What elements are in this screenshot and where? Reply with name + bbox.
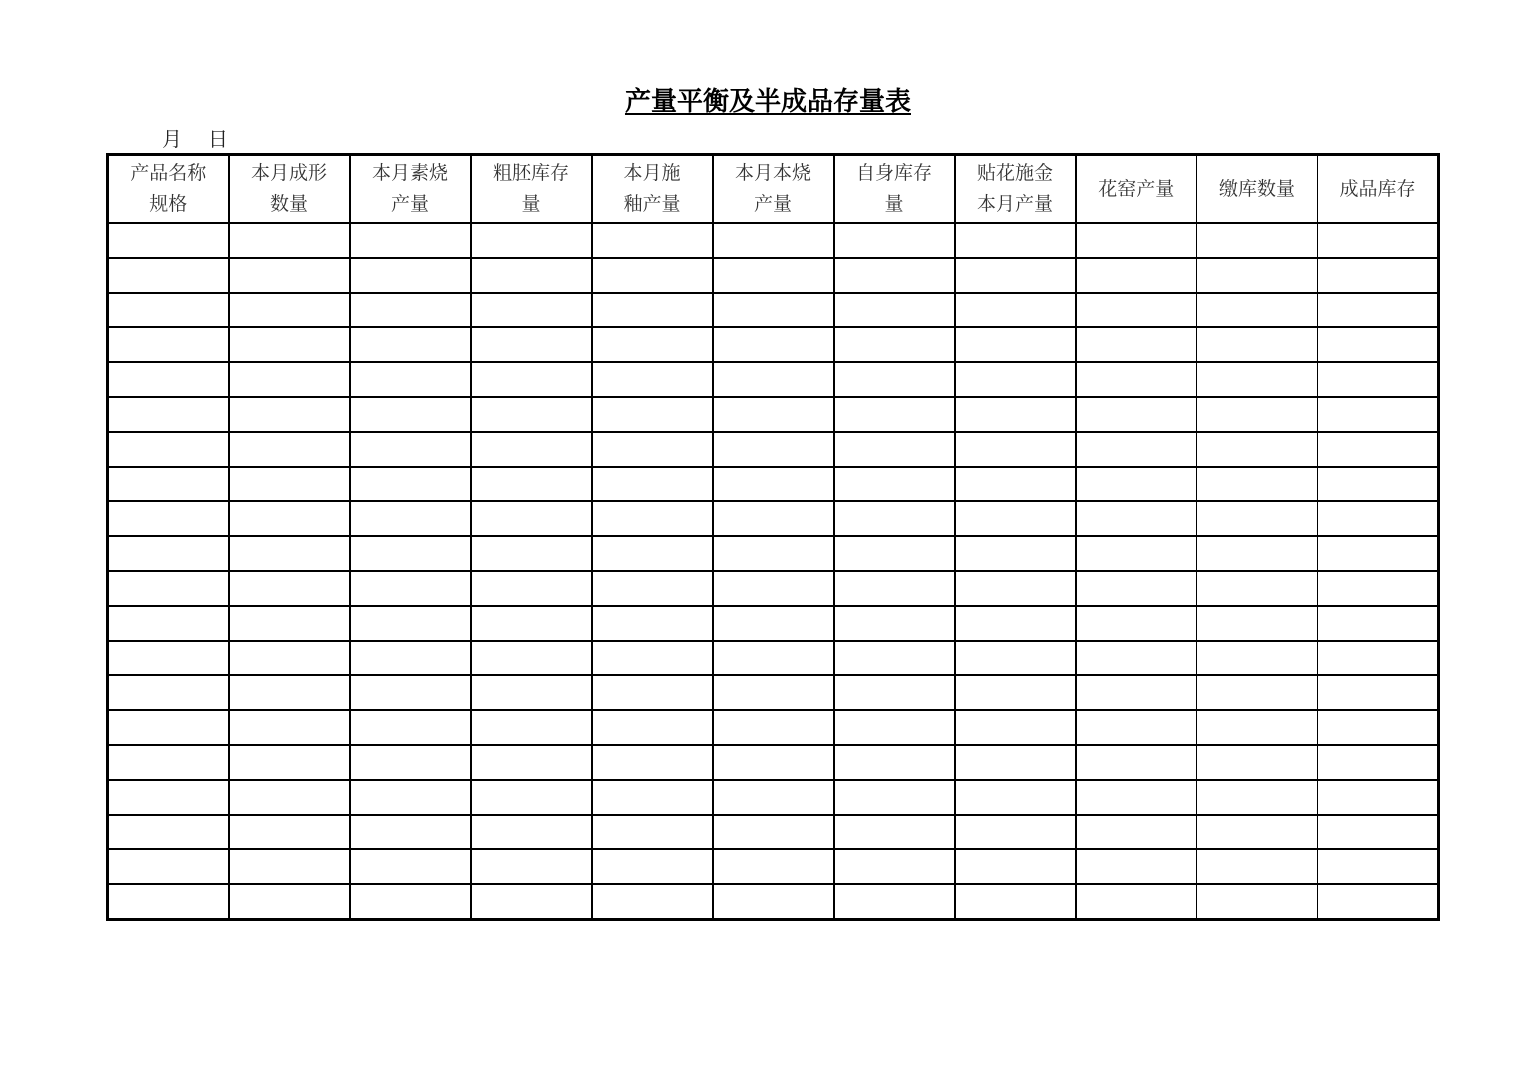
table-cell[interactable]	[955, 780, 1076, 815]
table-cell[interactable]	[834, 780, 955, 815]
table-cell[interactable]	[471, 293, 592, 328]
table-cell[interactable]	[108, 327, 229, 362]
table-cell[interactable]	[713, 432, 834, 467]
table-cell[interactable]	[955, 327, 1076, 362]
table-cell[interactable]	[471, 501, 592, 536]
table-cell[interactable]	[108, 536, 229, 571]
table-cell[interactable]	[592, 606, 713, 641]
table-cell[interactable]	[1318, 780, 1439, 815]
table-cell[interactable]	[1197, 467, 1318, 502]
table-cell[interactable]	[350, 501, 471, 536]
table-cell[interactable]	[592, 849, 713, 884]
table-cell[interactable]	[229, 536, 350, 571]
table-row	[108, 467, 1439, 502]
table-cell[interactable]	[1076, 397, 1197, 432]
table-cell[interactable]	[713, 258, 834, 293]
table-cell[interactable]	[350, 641, 471, 676]
header-decoration-kiln-output: 花窑产量	[1076, 155, 1197, 224]
date-line	[162, 126, 228, 152]
table-cell[interactable]	[1076, 675, 1197, 710]
table-cell[interactable]	[1076, 467, 1197, 502]
table-cell[interactable]	[350, 467, 471, 502]
table-cell[interactable]	[834, 432, 955, 467]
table-cell[interactable]	[1197, 223, 1318, 258]
table-cell[interactable]	[108, 258, 229, 293]
table-row	[108, 327, 1439, 362]
table-cell[interactable]	[592, 293, 713, 328]
table-cell[interactable]	[108, 362, 229, 397]
table-cell[interactable]	[471, 815, 592, 850]
table-cell[interactable]	[713, 606, 834, 641]
table-cell[interactable]	[713, 223, 834, 258]
table-cell[interactable]	[713, 536, 834, 571]
table-cell[interactable]	[471, 362, 592, 397]
table-cell[interactable]	[1318, 745, 1439, 780]
table-cell[interactable]	[713, 467, 834, 502]
table-cell[interactable]	[108, 884, 229, 919]
table-cell[interactable]	[592, 258, 713, 293]
header-warehoused-qty: 缴库数量	[1197, 155, 1318, 224]
table-row	[108, 606, 1439, 641]
table-row	[108, 849, 1439, 884]
table-row	[108, 397, 1439, 432]
table-cell[interactable]	[1318, 467, 1439, 502]
table-cell[interactable]	[592, 223, 713, 258]
table-cell[interactable]	[350, 258, 471, 293]
table-cell[interactable]	[955, 223, 1076, 258]
table-cell[interactable]	[1318, 641, 1439, 676]
table-cell[interactable]	[1076, 571, 1197, 606]
table-cell[interactable]	[713, 675, 834, 710]
table-cell[interactable]	[713, 849, 834, 884]
table-cell[interactable]	[834, 362, 955, 397]
table-cell[interactable]	[108, 675, 229, 710]
table-cell[interactable]	[229, 571, 350, 606]
table-cell[interactable]	[108, 467, 229, 502]
table-row	[108, 536, 1439, 571]
table-cell[interactable]	[229, 710, 350, 745]
header-monthly-glazing-output: 本月施 釉产量	[592, 155, 713, 224]
table-cell[interactable]	[834, 501, 955, 536]
table-cell[interactable]	[471, 397, 592, 432]
document-title-text: 产量平衡及半成品存量表	[624, 87, 911, 117]
table-cell[interactable]	[1318, 397, 1439, 432]
table-cell[interactable]	[955, 467, 1076, 502]
table-cell[interactable]	[229, 223, 350, 258]
table-cell[interactable]	[350, 710, 471, 745]
header-monthly-glost-output: 本月本烧 产量	[713, 155, 834, 224]
table-cell[interactable]	[229, 849, 350, 884]
table-cell[interactable]	[471, 780, 592, 815]
table-cell[interactable]	[713, 571, 834, 606]
table-cell[interactable]	[350, 293, 471, 328]
table-cell[interactable]	[955, 675, 1076, 710]
table-cell[interactable]	[229, 432, 350, 467]
table-cell[interactable]	[1197, 884, 1318, 919]
table-cell[interactable]	[592, 710, 713, 745]
table-cell[interactable]	[350, 432, 471, 467]
table-cell[interactable]	[592, 432, 713, 467]
table-cell[interactable]	[592, 675, 713, 710]
table-cell[interactable]	[471, 223, 592, 258]
table-cell[interactable]	[1197, 362, 1318, 397]
table-cell[interactable]	[1197, 327, 1318, 362]
table-cell[interactable]	[1318, 606, 1439, 641]
table-cell[interactable]	[1197, 745, 1318, 780]
table-cell[interactable]	[350, 606, 471, 641]
table-cell[interactable]	[471, 327, 592, 362]
table-cell[interactable]	[229, 293, 350, 328]
table-cell[interactable]	[229, 780, 350, 815]
table-cell[interactable]	[1076, 815, 1197, 850]
table-cell[interactable]	[350, 675, 471, 710]
table-cell[interactable]	[955, 571, 1076, 606]
table-cell[interactable]	[955, 815, 1076, 850]
table-cell[interactable]	[1197, 293, 1318, 328]
table-cell[interactable]	[471, 675, 592, 710]
table-cell[interactable]	[350, 745, 471, 780]
table-cell[interactable]	[834, 397, 955, 432]
table-cell[interactable]	[1076, 745, 1197, 780]
table-cell[interactable]	[1318, 432, 1439, 467]
document-title	[0, 84, 1536, 120]
table-cell[interactable]	[592, 397, 713, 432]
table-cell[interactable]	[108, 815, 229, 850]
table-cell[interactable]	[229, 467, 350, 502]
table-cell[interactable]	[592, 467, 713, 502]
table-cell[interactable]	[108, 293, 229, 328]
table-row	[108, 432, 1439, 467]
table-cell[interactable]	[955, 432, 1076, 467]
table-cell[interactable]	[592, 536, 713, 571]
table-cell[interactable]	[1318, 327, 1439, 362]
table-cell[interactable]	[108, 397, 229, 432]
table-cell[interactable]	[592, 815, 713, 850]
table-cell[interactable]	[1076, 327, 1197, 362]
table-row	[108, 258, 1439, 293]
table-cell[interactable]	[713, 780, 834, 815]
table-cell[interactable]	[834, 606, 955, 641]
table-cell[interactable]	[955, 884, 1076, 919]
table-cell[interactable]	[229, 641, 350, 676]
table-row	[108, 641, 1439, 676]
table-cell[interactable]	[229, 362, 350, 397]
table-cell[interactable]	[1197, 571, 1318, 606]
table-cell[interactable]	[1076, 223, 1197, 258]
table-cell[interactable]	[955, 397, 1076, 432]
table-cell[interactable]	[1318, 849, 1439, 884]
table-cell[interactable]	[1076, 710, 1197, 745]
production-balance-table	[106, 153, 1440, 921]
table-cell[interactable]	[229, 675, 350, 710]
table-cell[interactable]	[955, 641, 1076, 676]
table-cell[interactable]	[1197, 641, 1318, 676]
table-cell[interactable]	[1076, 780, 1197, 815]
table-cell[interactable]	[592, 780, 713, 815]
table-cell[interactable]	[1197, 536, 1318, 571]
table-cell[interactable]	[955, 606, 1076, 641]
table-cell[interactable]	[108, 606, 229, 641]
table-cell[interactable]	[108, 849, 229, 884]
table-cell[interactable]	[350, 397, 471, 432]
table-cell[interactable]	[1197, 710, 1318, 745]
table-cell[interactable]	[713, 362, 834, 397]
header-greenware-stock: 粗胚库存 量	[471, 155, 592, 224]
table-cell[interactable]	[229, 884, 350, 919]
table-cell[interactable]	[350, 884, 471, 919]
table-cell[interactable]	[108, 780, 229, 815]
table-cell[interactable]	[1076, 884, 1197, 919]
table-cell[interactable]	[834, 467, 955, 502]
table-cell[interactable]	[1076, 258, 1197, 293]
table-cell[interactable]	[1318, 362, 1439, 397]
table-row	[108, 501, 1439, 536]
table-cell[interactable]	[592, 501, 713, 536]
header-decal-gilding-output: 贴花施金 本月产量	[955, 155, 1076, 224]
table-cell[interactable]	[713, 745, 834, 780]
table-cell[interactable]	[592, 571, 713, 606]
table-cell[interactable]	[471, 745, 592, 780]
table-cell[interactable]	[713, 501, 834, 536]
header-monthly-forming-qty: 本月成形 数量	[229, 155, 350, 224]
table-cell[interactable]	[1076, 606, 1197, 641]
table-row	[108, 293, 1439, 328]
table-cell[interactable]	[955, 536, 1076, 571]
table-cell[interactable]	[1197, 258, 1318, 293]
table-cell[interactable]	[108, 432, 229, 467]
table-cell[interactable]	[1076, 641, 1197, 676]
table-cell[interactable]	[350, 362, 471, 397]
table-row	[108, 362, 1439, 397]
table-cell[interactable]	[834, 849, 955, 884]
table-cell[interactable]	[471, 258, 592, 293]
table-cell[interactable]	[1197, 432, 1318, 467]
table-cell[interactable]	[471, 536, 592, 571]
table-cell[interactable]	[834, 675, 955, 710]
table-cell[interactable]	[471, 606, 592, 641]
table-cell[interactable]	[229, 501, 350, 536]
table-cell[interactable]	[1076, 849, 1197, 884]
table-cell[interactable]	[229, 327, 350, 362]
month-label: 月	[162, 127, 182, 151]
table-cell[interactable]	[834, 223, 955, 258]
table-cell[interactable]	[834, 536, 955, 571]
table-cell[interactable]	[834, 258, 955, 293]
table-cell[interactable]	[108, 501, 229, 536]
table-cell[interactable]	[229, 606, 350, 641]
table-cell[interactable]	[1318, 710, 1439, 745]
table-cell[interactable]	[350, 780, 471, 815]
table-cell[interactable]	[1318, 258, 1439, 293]
table-row	[108, 884, 1439, 919]
table-cell[interactable]	[1318, 536, 1439, 571]
table-cell[interactable]	[1076, 293, 1197, 328]
table-cell[interactable]	[713, 327, 834, 362]
table-cell[interactable]	[1197, 397, 1318, 432]
table-row	[108, 745, 1439, 780]
table-cell[interactable]	[1076, 501, 1197, 536]
table-cell[interactable]	[834, 710, 955, 745]
table-cell[interactable]	[229, 397, 350, 432]
table-row	[108, 710, 1439, 745]
table-row	[108, 223, 1439, 258]
day-label: 日	[208, 127, 228, 151]
table-cell[interactable]	[350, 849, 471, 884]
table-row	[108, 675, 1439, 710]
table-cell[interactable]	[1197, 606, 1318, 641]
table-cell[interactable]	[108, 571, 229, 606]
table-cell[interactable]	[350, 815, 471, 850]
table-cell[interactable]	[108, 641, 229, 676]
table-cell[interactable]	[955, 745, 1076, 780]
table-cell[interactable]	[229, 745, 350, 780]
table-cell[interactable]	[1197, 501, 1318, 536]
table-cell[interactable]	[592, 884, 713, 919]
table-cell[interactable]	[834, 293, 955, 328]
table-cell[interactable]	[471, 849, 592, 884]
table-row	[108, 780, 1439, 815]
table-cell[interactable]	[834, 641, 955, 676]
table-cell[interactable]	[471, 432, 592, 467]
table-cell[interactable]	[108, 223, 229, 258]
table-cell[interactable]	[471, 884, 592, 919]
table-cell[interactable]	[955, 710, 1076, 745]
table-cell[interactable]	[955, 501, 1076, 536]
table-cell[interactable]	[471, 641, 592, 676]
table-cell[interactable]	[1076, 536, 1197, 571]
table-cell[interactable]	[592, 641, 713, 676]
table-cell[interactable]	[713, 815, 834, 850]
table-cell[interactable]	[1197, 849, 1318, 884]
table-cell[interactable]	[229, 258, 350, 293]
table-cell[interactable]	[1318, 815, 1439, 850]
header-finished-stock: 成品库存	[1318, 155, 1439, 224]
table-cell[interactable]	[1318, 571, 1439, 606]
table-body	[108, 223, 1439, 919]
table-cell[interactable]	[1076, 432, 1197, 467]
table-cell[interactable]	[471, 467, 592, 502]
table-cell[interactable]	[1318, 884, 1439, 919]
table-cell[interactable]	[834, 815, 955, 850]
table-cell[interactable]	[834, 884, 955, 919]
header-monthly-bisque-output: 本月素烧 产量	[350, 155, 471, 224]
table-cell[interactable]	[955, 293, 1076, 328]
table-cell[interactable]	[713, 710, 834, 745]
table-row	[108, 571, 1439, 606]
table-cell[interactable]	[713, 884, 834, 919]
header-product-name-spec: 产品名称 规格	[108, 155, 229, 224]
table-cell[interactable]	[834, 571, 955, 606]
table-header-row	[108, 155, 1439, 224]
table-cell[interactable]	[350, 571, 471, 606]
table-cell[interactable]	[592, 327, 713, 362]
header-own-stock: 自身库存 量	[834, 155, 955, 224]
table-cell[interactable]	[955, 849, 1076, 884]
table-cell[interactable]	[834, 327, 955, 362]
table-cell[interactable]	[108, 710, 229, 745]
table-cell[interactable]	[713, 641, 834, 676]
table-cell[interactable]	[955, 362, 1076, 397]
table-cell[interactable]	[834, 745, 955, 780]
table-cell[interactable]	[592, 745, 713, 780]
table-cell[interactable]	[350, 223, 471, 258]
table-cell[interactable]	[592, 362, 713, 397]
table-cell[interactable]	[1318, 223, 1439, 258]
table-cell[interactable]	[1318, 675, 1439, 710]
table-cell[interactable]	[1197, 675, 1318, 710]
table-row	[108, 815, 1439, 850]
table-cell[interactable]	[955, 258, 1076, 293]
table-cell[interactable]	[471, 710, 592, 745]
table-cell[interactable]	[350, 536, 471, 571]
table-cell[interactable]	[713, 293, 834, 328]
table-cell[interactable]	[229, 815, 350, 850]
table-cell[interactable]	[1318, 501, 1439, 536]
table-cell[interactable]	[108, 745, 229, 780]
table-cell[interactable]	[1076, 362, 1197, 397]
table-cell[interactable]	[471, 571, 592, 606]
table-cell[interactable]	[350, 327, 471, 362]
table-cell[interactable]	[1197, 815, 1318, 850]
table-cell[interactable]	[713, 397, 834, 432]
table-cell[interactable]	[1318, 293, 1439, 328]
table-cell[interactable]	[1197, 780, 1318, 815]
